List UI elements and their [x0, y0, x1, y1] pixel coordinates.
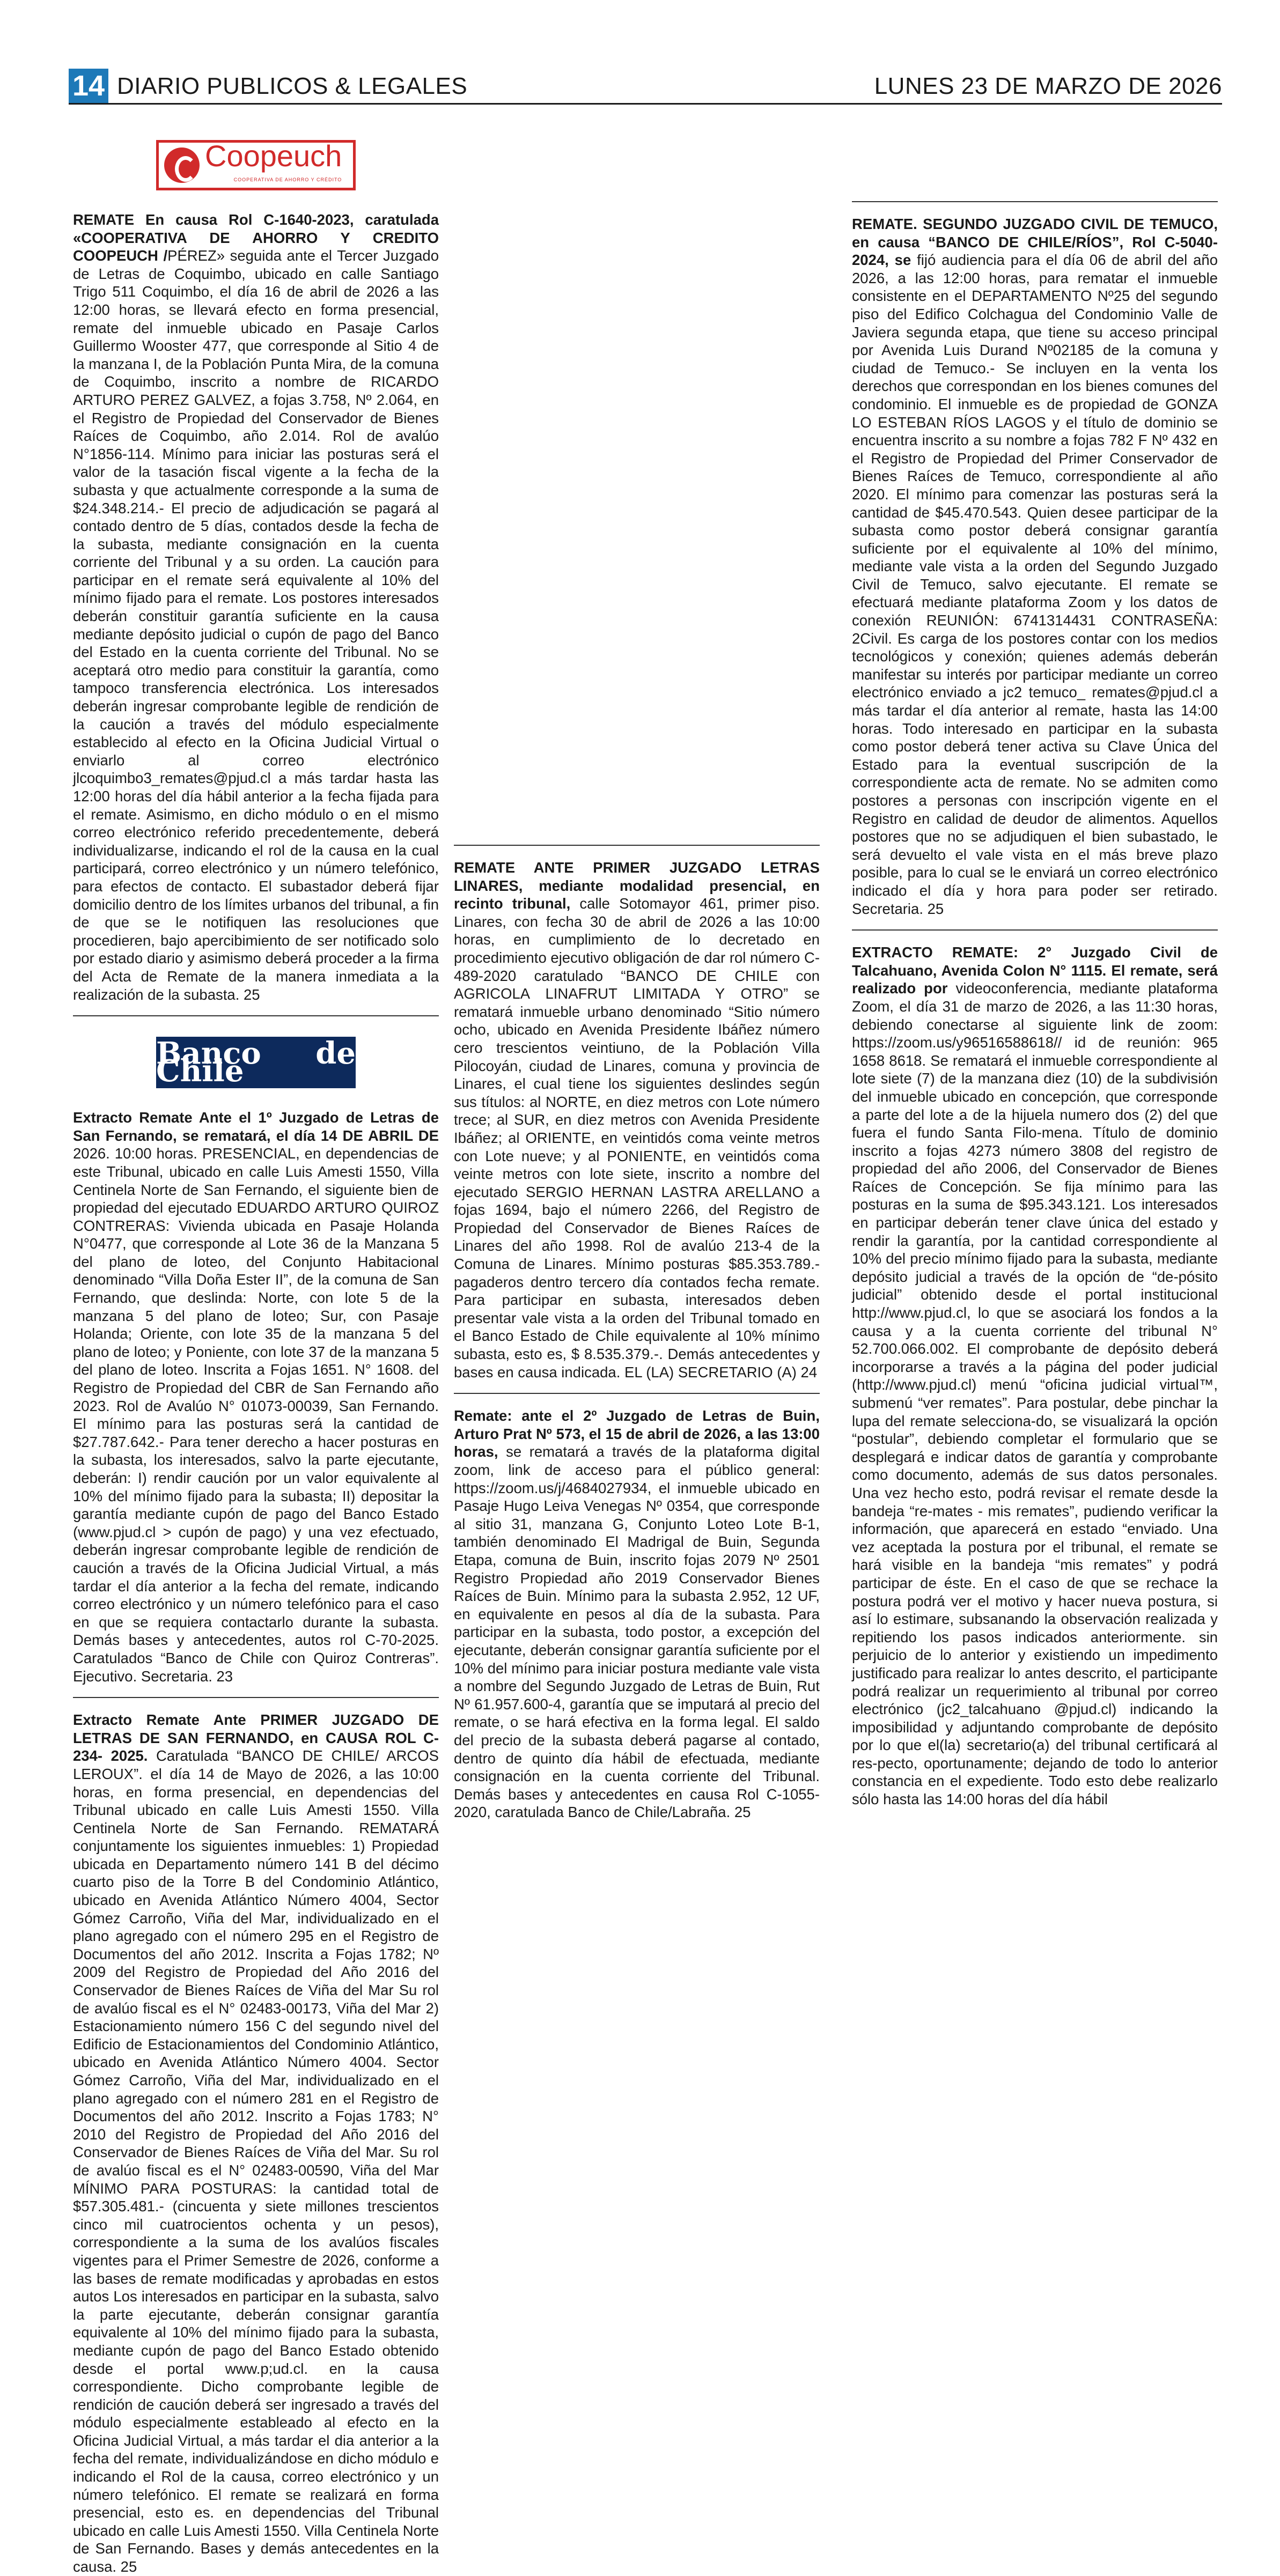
notice-lead: REMATE ANTE PRIMER JUZGADO LETRAS LINARES, mediante modalidad presencial, en recinto tribunal, [454, 859, 820, 912]
column-3 [852, 137, 1218, 1858]
divider [73, 1015, 439, 1016]
coopeuch-mark-icon [164, 147, 200, 183]
notice-body: 2026. 10:00 horas. PRESENCIAL, en dependencias de este Tribunal, ubicado en calle Luis Amesti 1550, Villa Centinela Norte de San Fernando, el siguiente bien de propiedad del ejecutado EDUARDO ARTURO QUIROZ CONTRERAS: Vivienda ubicada en Pasaje Holanda N°0477, que corresponde al Lote 36 de la Manzana 5 del plano de loteo, del Conjunto Habitacional denominado “Villa Doña Ester II”, de la comuna de San Fernando, que deslinda: Norte, con lote 5 de la manzana 5 del plano de loteo; Sur, con Pasaje Holanda; Oriente, con lote 35 de la manzana 5 del plano de loteo; y Poniente, con lote 37 de la manzana 5 del plano de loteo. Inscrita a Fojas 1651. N° 1608. del Registro de Propiedad del CBR de San Fernando año 2023. Rol de Avalúo N° 01073-00039, San Fernando. El mínimo para las posturas será la cantidad de $27.787.642.- Para tener derecho a hacer posturas en la subasta, los interesados, salvo la parte ejecutante, deberán: I) rendir caución por un valor equivalente al 10% del mínimo fijado para la subasta; II) depositar la garantía mediante cupón de pago del Banco Estado (www.pjud.cl > cupón de pago) y una vez efectuado, deberán ingresar comprobante legible de rendición de caución a través de la Oficina Judicial Virtual, a más tardar el día anterior a la fecha del remate, indicando correo electrónico y un número telefónico para el caso en que se requiera contactarlo durante la subasta. Demás bases y antecedentes, autos rol C-70-2025. Caratulados “Banco de Chile con Quiroz Contreras”. Ejecutivo. Secretaria. 23 [73, 1145, 439, 1685]
legal-notice [852, 943, 1218, 1809]
legal-notice [454, 859, 820, 1381]
divider [454, 1393, 820, 1394]
divider [73, 1697, 439, 1698]
notice-lead: REMATE En causa Rol C-1640-2023, caratulada «COOPERATIVA DE AHORRO Y CREDITO COOPEUCH / [73, 211, 439, 264]
notice-body: se rematará a través de la plataforma digital zoom, link de acceso para el público general: https://zoom.us/j/4684027934, el inmueble ubicado en Pasaje Hugo Leiva Venegas Nº 0354, que corresponde al sitio 31, manzana G, Conjunto Loteo Lote B-1, también denominado El Madrigal de Buin, Segunda Etapa, comuna de Buin, inscrito fojas 2079 Nº 2501 Registro Propiedad año 2019 Conservador Bienes Raíces de Buin. Mínimo para la subasta 2.952, 12 UF, en equivalente en pesos al día de la subasta. Para participar en la subasta, todo postor, a excepción del ejecutante, deberán consignar garantía suficiente por el 10% del mínimo para iniciar postura mediante vale vista a nombre del Segundo Juzgado de Letras de Buin, Rut Nº 61.957.600-4, garantía que se imputará al precio del remate, o se hará efectiva en la forma legal. El saldo del precio de la subasta deberá pagarse al contado, dentro de quinto día hábil de efectuada, mediante consignación en la cuenta corriente del Tribunal. Demás bases y antecedentes en causa Rol C-1055-2020, caratulada Banco de Chile/Labraña. 25 [454, 1443, 820, 1821]
legal-notice [73, 1711, 439, 2576]
page-header [69, 69, 1222, 105]
divider [852, 929, 1218, 931]
notice-body: calle Sotomayor 461, primer piso. Linares, con fecha 30 de abril de 2026 a las 10:00 horas, en cumplimiento de lo decretado en procedimiento ejecutivo obligación de dar rol número C-489-2020 caratulado “BANCO DE CHILE con AGRICOLA LINAFRUT LIMITADA Y OTRO” se rematará inmueble urbano denominado “Sitio número ocho, ubicado en Avenida Presidente Ibáñez número cero trescientos veintiuno, de la Población Villa Pilocoyán, ciudad de Linares, comuna y provincia de Linares, el cual tiene los siguientes deslindes según sus títulos: al NORTE, en diez metros con Lote número trece; al SUR, en diez metros con Avenida Presidente Ibáñez; al ORIENTE, en veintidós coma veinte metros con Lote nueve; y al PONIENTE, en veintidós coma veinte metros con lote siete, inscrito a nombre del ejecutado SERGIO HERNAN LASTRA ARELLANO a fojas 1694, bajo el número 2266, del Registro de Propiedad del Conservador de Bienes Raíces de Linares del año 1998. Rol de avalúo 213-4 de la Comuna de Linares. Mínimo posturas $85.353.789.- pagaderos dentro tercero día contados fecha remate. Para participar en subasta, interesados deben presentar vale vista a la orden del Tribunal tomado en el Banco Estado de Chile equivalente al 10% mínimo subasta, esto es, $ 8.535.379.-. Demás antecedentes y bases en causa indicada. EL (LA) SECRETARIO (A) 24 [454, 895, 820, 1381]
banco-chile-logo: Banco de Chile [156, 1035, 356, 1089]
legal-notice [454, 1407, 820, 1821]
page-number: 14 [69, 69, 108, 103]
coopeuch-logo [156, 140, 356, 190]
column-1 [73, 137, 439, 2575]
notice-lead: Remate: ante el 2º Juzgado de Letras de Buin, Arturo Prat Nº 573, el 15 de abril de 2026, a las 13:00 horas, [454, 1407, 820, 1460]
divider [454, 845, 820, 846]
legal-notice [73, 1109, 439, 1685]
notice-lead: REMATE. SEGUNDO JUZGADO CIVIL DE TEMUCO, en causa “BANCO DE CHILE/RÍOS”, Rol C-5040-2024, se [852, 216, 1218, 269]
notice-body: PÉREZ» seguida ante el Tercer Juzgado de Letras de Coquimbo, ubicado en calle Santiago Trigo 511 Coquimbo, el día 16 de abril de 2026 a las 12:00 horas, se llevará efecto en forma presencial, remate del inmueble ubicado en Pasaje Carlos Guillermo Wooster 477, que corresponde al Sitio 4 de la manzana I, de la Población Punta Mira, de la comuna de Coquimbo, inscrito a nombre de RICARDO ARTURO PEREZ GALVEZ, a fojas 3.758, Nº 2.064, en el Registro de Propiedad del Conservador de Bienes Raíces de Coquimbo, año 2.014. Rol de avalúo N°1856-114. Mínimo para iniciar las posturas será el valor de la tasación fiscal vigente a la fecha de la subasta y que actualmente corresponde a la suma de $24.348.214.- El precio de adjudicación se pagará al contado dentro de 5 días, contados desde la fecha de la subasta, mediante consignación en la cuenta corriente del Tribunal y a su orden. La caución para participar en el remate será equivalente al 10% del mínimo fijado para el remate. Los postores interesados deberán constituir garantía suficiente en la causa mediante depósito judicial o cupón de pago del Banco del Estado en la cuenta corriente del Tribunal. No se aceptará otro medio para constituir la garantía, como tampoco transferencia electrónica. Los interesados deberán ingresar comprobante legible de rendición de la caución a través del módulo especialmente establecido al efecto en la Oficina Judicial Virtual o enviarlo al correo electrónico jlcoquimbo3_remates@pjud.cl a más tardar hasta las 12:00 horas del día hábil anterior a la fecha fijada para el remate. Asimismo, en dicho módulo o en el mismo correo electrónico referido precedentemente, deberá individualizarse, indicando el rol de la causa en la cual participará, correo electrónico y un número telefónico, para efectos de contacto. El subastador deberá fijar domicilio dentro de los límites urbanos del tribunal, a fin de que se le notifiquen las resoluciones que procedieren, bajo apercibimiento de ser notificado solo por estado diario y asimismo deberá proceder a la firma del Acta de Remate de la manera inmediata a la realización de la subasta. 25 [73, 247, 439, 1003]
coopeuch-logo-name: Coopeuch [205, 139, 342, 173]
publication-date: LUNES 23 DE MARZO DE 2026 [874, 73, 1222, 99]
notice-lead: Extracto Remate Ante el 1º Juzgado de Letras de San Fernando, se rematará, el día 14 DE ABRIL DE [73, 1109, 439, 1144]
notice-body: Caratulada “BANCO DE CHILE/ ARCOS LEROUX”. el día 14 de Mayo de 2026, a las 10:00 horas, en forma presencial, en dependencias del Tribunal ubicado en calle Luis Amesti 1550. Villa Centinela Norte de San Fernando. REMATARÁ conjuntamente los siguientes inmuebles: 1) Propiedad ubicada en Departamento número 141 B del décimo cuarto piso de la Torre B del Condominio Atlántico, ubicado en Avenida Atlántico Número 4004, Sector Gómez Carroño, Viña del Mar, individualizado en el plano agregado con el número 295 en el Registro de Documentos del año 2012. Inscrita a Fojas 1782; Nº 2009 del Registro de Propiedad del Año 2016 del Conservador de Bienes Raíces de Viña del Mar Su rol de avalúo fiscal es el N° 02483-00173, Viña del Mar 2) Estacionamiento número 156 C del segundo nivel del Edificio de Estacionamientos del Condominio Atlántico, ubicado en Avenida Atlántico Número 4004. Sector Gómez Carroño, Viña del Mar, individualizado en el plano agregado con el número 281 en el Registro de Documentos del año 2012. Inscrito a Fojas 1783; N° 2010 del Registro de Propiedad del Año 2016 del Conservador de Bienes Raíces de Viña del Mar. Su rol de avalúo fiscal es el N° 02483-00590, Viña del Mar MÍNIMO PARA POSTURAS: la cantidad total de $57.305.481.- (cincuenta y siete millones trescientos cinco mil cuatrocientos ochenta y un pesos), correspondiente a la suma de los avalúos fiscales vigentes para el Primer Semestre de 2026, conforme a las bases de remate modificadas y aprobadas en estos autos Los interesados en participar en la subasta, salvo la parte ejecutante, deberán consignar garantía equivalente al 10% del mínimo fijado para la subasta, mediante cupón de pago del Banco Estado obtenido desde el portal www.p;ud.cl. en la causa correspondiente. Dicho comprobante legible de rendición de caución deberá ser ingresado a través del módulo especialmente estableado al efecto en la Oficina Judicial Virtual, a más tardar el dia anterior a la fecha del remate, individualizándose en dicho módulo e indicando el Rol de la causa, correo electrónico y un número telefónico. El remate se realizará en forma presencial, esto es. en dependencias del Tribunal ubicado en calle Luis Amesti 1550. Villa Centinela Norte de San Fernando. Bases y demás antecedentes en la causa. 25 [73, 1747, 439, 2575]
divider [852, 201, 1218, 202]
notice-lead: EXTRACTO REMATE: 2° Juzgado Civil de Talcahuano, Avenida Colon N° 1115. El remate, será realizado por [852, 944, 1218, 997]
notice-body: videoconferencia, mediante plataforma Zoom, el día 31 de marzo de 2026, a las 11:30 horas, debiendo conectarse al siguiente link de zoom: https://zoom.us/y96516588618// id de reunión: 965 1658 8618. Se rematará el inmueble correspondiente al lote siete (7) de la manzana diez (10) de la subdivisión del inmueble ubicado en concepción, que corresponde a parte del lote a de la hijuela numero dos (2) del que fuera el fundo Santa Filo-mena. Título de dominio inscrito a fojas 4273 número 3808 del registro de propiedad del año 2006, del Conservador de Bienes Raíces de Concepción. Se fija mínimo para las posturas en la suma de $95.343.121. Los interesados en participar deberán tener clave única del estado y rendir la garantía, por la cantidad correspondiente al 10% del precio mínimo fijado para la subasta, mediante depósito judicial a través de la opción de “de-pósito judicial” obtenido desde el portal institucional http://www.pjud.cl, lo que se asociará los fondos a la causa y a la cuenta corriente del tribunal N° 52.700.066.002. El comprobante de depósito deberá incorporarse a través a la página del poder judicial (http://www.pjud.cl) menú “oficina judicial virtual™, submenú “ver remates”. Para postular, debe pinchar la lupa del remate selecciona-do, se visualizará la opción “postular”, debiendo completar el formulario que se desplegará e indicar datos de garantía y comprobante como documento, además de sus datos personales. Una vez hecho esto, podrá revisar el remate desde la bandeja “re-mates - mis remates”, pudiendo verificar la información, que aparecerá en estado “enviado. Una vez aceptada la postura por el tribunal, el remate se hará visible en la bandeja “mis remates” y podrá participar de éste. En el caso de que se rechace la postura podrá ver el motivo y hacer nueva postura, si así lo estimare, subsanando la observación realizada y repitiendo los pasos indicados anteriormente. sin perjuicio de lo anterior y existiendo un impedimento justificado para realizar lo antes descrito, el participante podrá realizar un requerimiento al tribunal por correo electrónico (jc2_talcahuano @pjud.cl) indicando la imposibilidad y adjuntando comprobante de depósito por lo que el(la) secretario(a) del tribunal certificará al res-pecto, oportunamente; dejando de todo lo anterior constancia en el expediente. Todo esto debe realizarlo sólo hasta las 14:00 horas del día hábil [852, 980, 1218, 1808]
coopeuch-logo-tagline: COOPERATIVA DE AHORRO Y CRÉDITO [233, 177, 342, 183]
publication-name: DIARIO PUBLICOS & LEGALES [117, 73, 468, 99]
column-2 [454, 137, 820, 1858]
coopeuch-logo-wrap [73, 137, 439, 211]
legal-notice [73, 211, 439, 1003]
legal-notice [852, 215, 1218, 918]
banco-chile-logo-wrap [73, 1029, 439, 1109]
notice-body: fijó audiencia para el día 06 de abril del año 2026, a las 12:00 horas, para rematar el inmueble consistente en el DEPARTAMENTO Nº25 del segundo piso del Edifico Colchagua del Condominio Valle de Javiera segunda etapa, que tiene su acceso principal por Avenida Luis Durand Nº02185 de la comuna y ciudad de Temuco.- Se incluyen en la venta los derechos que correspondan en los bienes comunes del condominio. El inmueble es de propiedad de GONZA LO ESTEBAN RÍOS LAGOS y el título de dominio se encuentra inscrito a su nombre a fojas 782 F Nº 432 en el Registro de Propiedad del Primer Conservador de Bienes Raíces de Temuco, correspondiente al año 2020. El mínimo para comenzar las posturas será la cantidad de $45.470.543. Quien desee participar de la subasta como postor deberá consignar garantía suficiente por el equivalente al 10% del mínimo, mediante vale vista a la orden del Segundo Juzgado Civil de Temuco, salvo ejecutante. El remate se efectuará mediante plataforma Zoom y los datos de conexión REUNIÓN: 6741314431 CONTRASEÑA: 2Civil. Es carga de los postores contar con los medios tecnológicos y conexión; quienes además deberán manifestar su interés por participar mediante un correo electrónico enviado a jc2 temuco_ remates@pjud.cl a más tardar el día anterior al remate, hasta las 14:00 horas. Todo interesado en participar en la subasta como postor deberá tener activa su Clave Única del Estado para la eventual suscripción de la correspondiente acta de remate. No se admiten como postores a personas con inscripción vigente en el Registro en calidad de deudor de alimentos. Aquellos postores que no se adjudiquen el bien subastado, le será devuelto el vale vista en el más breve plazo posible, para lo cual se le enviará un correo electrónico indicado el día y hora para poder ser retirado. Secretaria. 25 [852, 252, 1218, 917]
notice-lead: Extracto Remate Ante PRIMER JUZGADO DE LETRAS DE SAN FERNANDO, en CAUSA ROL C-234- 2025. [73, 1711, 439, 1765]
